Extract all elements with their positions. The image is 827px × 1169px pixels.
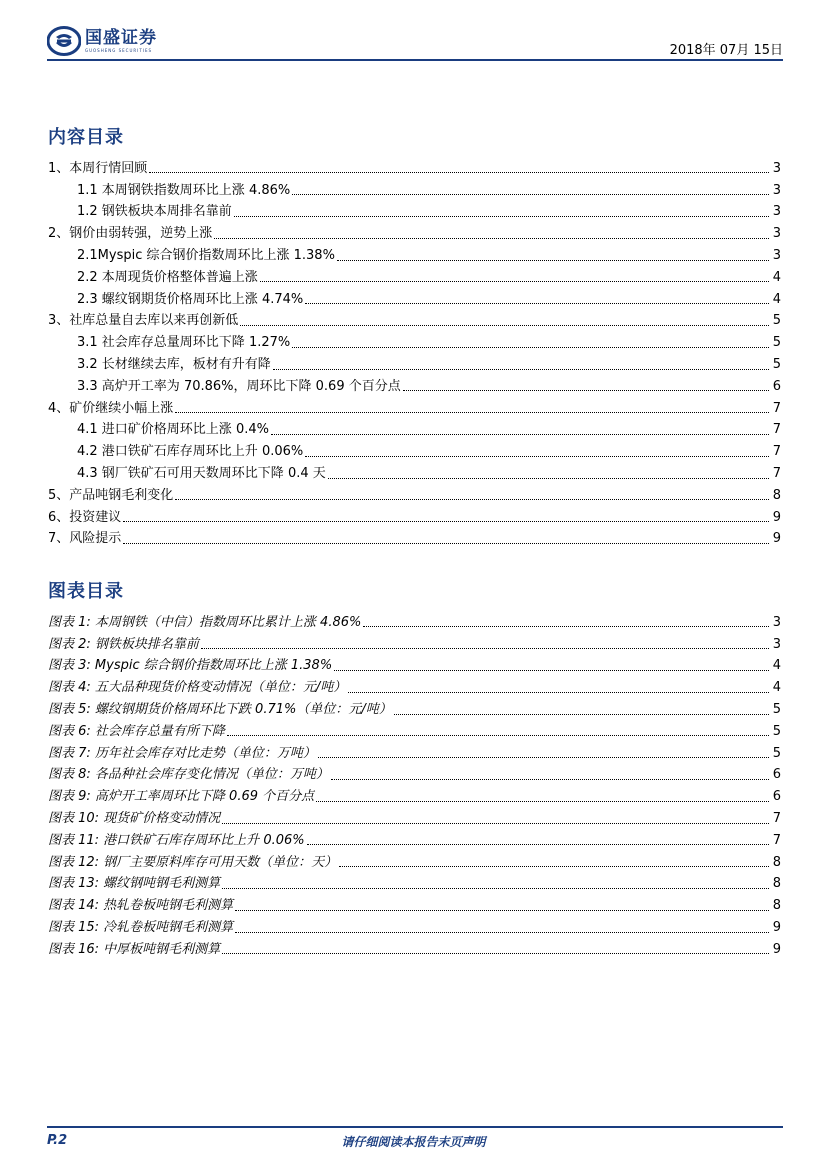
figure-entry[interactable] xyxy=(48,743,781,765)
figure-list-title: 图表目录 xyxy=(48,581,124,602)
dot-leader xyxy=(123,543,769,544)
figure-entry-label: 图表 12: 钢厂主要原料库存可用天数（单位：天） xyxy=(48,854,338,870)
toc-entry-page: 7 xyxy=(772,422,781,438)
toc-entry-page: 5 xyxy=(772,357,781,373)
figure-entry-page: 9 xyxy=(772,941,781,957)
figure-entry[interactable] xyxy=(48,786,781,808)
figure-entry-label: 图表 16: 中厚板吨钢毛利测算 xyxy=(48,941,221,957)
figure-entry[interactable] xyxy=(48,721,781,743)
figure-entry[interactable] xyxy=(48,852,781,874)
figure-entry-label: 图表 14: 热轧卷板吨钢毛利测算 xyxy=(48,898,234,914)
toc-entry-page: 9 xyxy=(772,509,781,525)
figure-entry-page: 4 xyxy=(772,680,781,696)
dot-leader xyxy=(305,303,769,304)
toc-entry-label: 5、产品吨钢毛利变化 xyxy=(48,487,174,503)
toc-entry-label: 2.2 本周现货价格整体普遍上涨 xyxy=(77,269,258,285)
toc-entry-page: 3 xyxy=(772,226,781,242)
toc-entry[interactable] xyxy=(48,529,781,551)
toc-title: 内容目录 xyxy=(48,127,124,148)
figure-entry-page: 5 xyxy=(772,745,781,761)
figure-entry-label: 图表 4: 五大品种现货价格变动情况（单位：元/吨） xyxy=(48,680,347,696)
dot-leader xyxy=(214,238,769,239)
toc-entry-page: 3 xyxy=(772,160,781,176)
figure-entry-page: 8 xyxy=(772,854,781,870)
toc-entry[interactable] xyxy=(48,223,781,245)
page-header xyxy=(47,20,783,64)
figure-entry[interactable] xyxy=(48,656,781,678)
dot-leader xyxy=(234,216,769,217)
dot-leader xyxy=(222,888,769,889)
dot-leader xyxy=(339,866,769,867)
toc-entry-label: 3.1 社会库存总量周环比下降 1.27% xyxy=(77,335,291,351)
toc-entry-page: 8 xyxy=(772,487,781,503)
figure-entry-page: 8 xyxy=(772,876,781,892)
toc-entry[interactable] xyxy=(48,354,781,376)
dot-leader xyxy=(240,325,769,326)
figure-entry[interactable] xyxy=(48,939,781,961)
figure-entry-page: 7 xyxy=(772,832,781,848)
brand-name-en: GUOSHENG SECURITIES xyxy=(85,48,153,53)
figure-entry-page: 9 xyxy=(772,920,781,936)
toc-entry[interactable] xyxy=(48,485,781,507)
figure-entry-label: 图表 7: 历年社会库存对比走势（单位：万吨） xyxy=(48,745,316,761)
toc-entry-label: 4.3 钢厂铁矿石可用天数周环比下降 0.4 天 xyxy=(77,466,326,482)
dot-leader xyxy=(235,932,769,933)
figure-entry-label: 图表 2: 钢铁板块排名靠前 xyxy=(48,636,199,652)
toc-entry-label: 1.1 本周钢铁指数周环比上涨 4.86% xyxy=(77,182,291,198)
disclaimer-note: 请仔细阅读本报告末页声明 xyxy=(341,1135,486,1149)
dot-leader xyxy=(201,648,769,649)
figure-entry-label: 图表 9: 高炉开工率周环比下降 0.69 个百分点 xyxy=(48,789,315,805)
figure-entry[interactable] xyxy=(48,765,781,787)
figure-entry-page: 3 xyxy=(772,636,781,652)
dot-leader xyxy=(331,779,769,780)
toc-entry[interactable] xyxy=(48,311,781,333)
figure-entry[interactable] xyxy=(48,874,781,896)
dot-leader xyxy=(334,670,769,671)
header-divider xyxy=(47,59,783,61)
toc-entry-label: 4.1 进口矿价格周环比上涨 0.4% xyxy=(77,422,269,438)
toc-entry-page: 7 xyxy=(772,444,781,460)
page-number: P.2 xyxy=(47,1133,68,1148)
toc-entry-label: 4、矿价继续小幅上涨 xyxy=(48,400,174,416)
dot-leader xyxy=(260,281,769,282)
toc-entry-page: 5 xyxy=(772,313,781,329)
toc-entry-label: 1、本周行情回顾 xyxy=(48,160,148,176)
figure-entry[interactable] xyxy=(48,634,781,656)
dot-leader xyxy=(318,757,769,758)
dot-leader xyxy=(316,801,769,802)
toc-entry-label: 6、投资建议 xyxy=(48,509,122,525)
dot-leader xyxy=(348,692,769,693)
dot-leader xyxy=(307,844,769,845)
figure-list xyxy=(48,612,781,961)
figure-entry-label: 图表 6: 社会库存总量有所下降 xyxy=(48,723,225,739)
toc-entry-label: 3.2 长材继续去库，板材有升有降 xyxy=(77,357,271,373)
toc-entry-label: 7、风险提示 xyxy=(48,531,122,547)
toc-entry[interactable] xyxy=(48,202,781,224)
dot-leader xyxy=(328,478,769,479)
figure-entry[interactable] xyxy=(48,830,781,852)
dot-leader xyxy=(227,735,769,736)
figure-entry-label: 图表 13: 螺纹钢吨钢毛利测算 xyxy=(48,876,221,892)
figure-entry[interactable] xyxy=(48,917,781,939)
dot-leader xyxy=(305,456,769,457)
toc-entry-label: 4.2 港口铁矿石库存周环比上升 0.06% xyxy=(77,444,304,460)
figure-entry-page: 5 xyxy=(772,702,781,718)
dot-leader xyxy=(149,172,769,173)
dot-leader xyxy=(271,434,769,435)
figure-entry-page: 8 xyxy=(772,898,781,914)
toc-list xyxy=(48,158,781,550)
figure-entry[interactable] xyxy=(48,699,781,721)
figure-entry-label: 图表 11: 港口铁矿石库存周环比上升 0.06% xyxy=(48,832,305,848)
toc-entry[interactable] xyxy=(48,180,781,202)
toc-entry-label: 1.2 钢铁板块本周排名靠前 xyxy=(77,204,232,220)
toc-entry-page: 6 xyxy=(772,378,781,394)
figure-entry[interactable] xyxy=(48,612,781,634)
report-date: 2018年 07月 15日 xyxy=(669,43,783,58)
dot-leader xyxy=(394,714,769,715)
brand-name-cn: 国盛证券 xyxy=(85,28,157,48)
toc-entry-page: 4 xyxy=(772,291,781,307)
figure-entry-label: 图表 10: 现货矿价格变动情况 xyxy=(48,811,221,827)
figure-entry-page: 5 xyxy=(772,723,781,739)
toc-entry[interactable] xyxy=(48,441,781,463)
figure-entry-label: 图表 1: 本周钢铁（中信）指数周环比累计上涨 4.86% xyxy=(48,614,362,630)
toc-entry-label: 2、钢价由弱转强，逆势上涨 xyxy=(48,226,213,242)
dot-leader xyxy=(222,823,769,824)
toc-entry[interactable] xyxy=(48,420,781,442)
dot-leader xyxy=(123,521,769,522)
toc-entry-page: 3 xyxy=(772,248,781,264)
figure-entry[interactable] xyxy=(48,895,781,917)
footer-divider xyxy=(47,1126,783,1128)
figure-entry[interactable] xyxy=(48,677,781,699)
figure-entry-label: 图表 3: Myspic 综合钢价指数周环比上涨 1.38% xyxy=(48,658,333,674)
toc-entry[interactable] xyxy=(48,267,781,289)
figure-entry-page: 4 xyxy=(772,658,781,674)
toc-entry-label: 2.3 螺纹钢期货价格周环比上涨 4.74% xyxy=(77,291,304,307)
dot-leader xyxy=(235,910,769,911)
figure-entry-page: 6 xyxy=(772,767,781,783)
toc-entry-page: 3 xyxy=(772,182,781,198)
toc-entry[interactable] xyxy=(48,245,781,267)
toc-entry-page: 7 xyxy=(772,400,781,416)
dot-leader xyxy=(222,953,769,954)
figure-entry-page: 6 xyxy=(772,789,781,805)
toc-entry[interactable] xyxy=(48,463,781,485)
toc-entry-label: 3、社库总量自去库以来再创新低 xyxy=(48,313,239,329)
toc-entry-label: 2.1Myspic 综合钢价指数周环比上涨 1.38% xyxy=(77,248,335,264)
dot-leader xyxy=(175,412,769,413)
toc-entry-page: 7 xyxy=(772,466,781,482)
toc-entry-page: 3 xyxy=(772,204,781,220)
toc-entry-page: 9 xyxy=(772,531,781,547)
toc-entry[interactable] xyxy=(48,332,781,354)
figure-entry-label: 图表 15: 冷轧卷板吨钢毛利测算 xyxy=(48,920,234,936)
dot-leader xyxy=(363,626,769,627)
dot-leader xyxy=(403,390,769,391)
figure-entry-page: 3 xyxy=(772,614,781,630)
brand-logo xyxy=(47,26,157,56)
guosheng-logo-icon xyxy=(47,26,81,56)
toc-entry[interactable] xyxy=(48,158,781,180)
toc-entry[interactable] xyxy=(48,398,781,420)
dot-leader xyxy=(175,499,769,500)
dot-leader xyxy=(273,369,769,370)
toc-entry[interactable] xyxy=(48,289,781,311)
dot-leader xyxy=(337,260,769,261)
toc-entry[interactable] xyxy=(48,376,781,398)
dot-leader xyxy=(292,347,769,348)
figure-entry-label: 图表 5: 螺纹钢期货价格周环比下跌 0.71%（单位：元/吨） xyxy=(48,702,392,718)
toc-entry-page: 4 xyxy=(772,269,781,285)
figure-entry-page: 7 xyxy=(772,811,781,827)
figure-entry[interactable] xyxy=(48,808,781,830)
figure-entry-label: 图表 8: 各品种社会库存变化情况（单位：万吨） xyxy=(48,767,329,783)
toc-entry[interactable] xyxy=(48,507,781,529)
dot-leader xyxy=(292,194,769,195)
toc-entry-label: 3.3 高炉开工率为 70.86%，周环比下降 0.69 个百分点 xyxy=(77,378,401,394)
toc-entry-page: 5 xyxy=(772,335,781,351)
